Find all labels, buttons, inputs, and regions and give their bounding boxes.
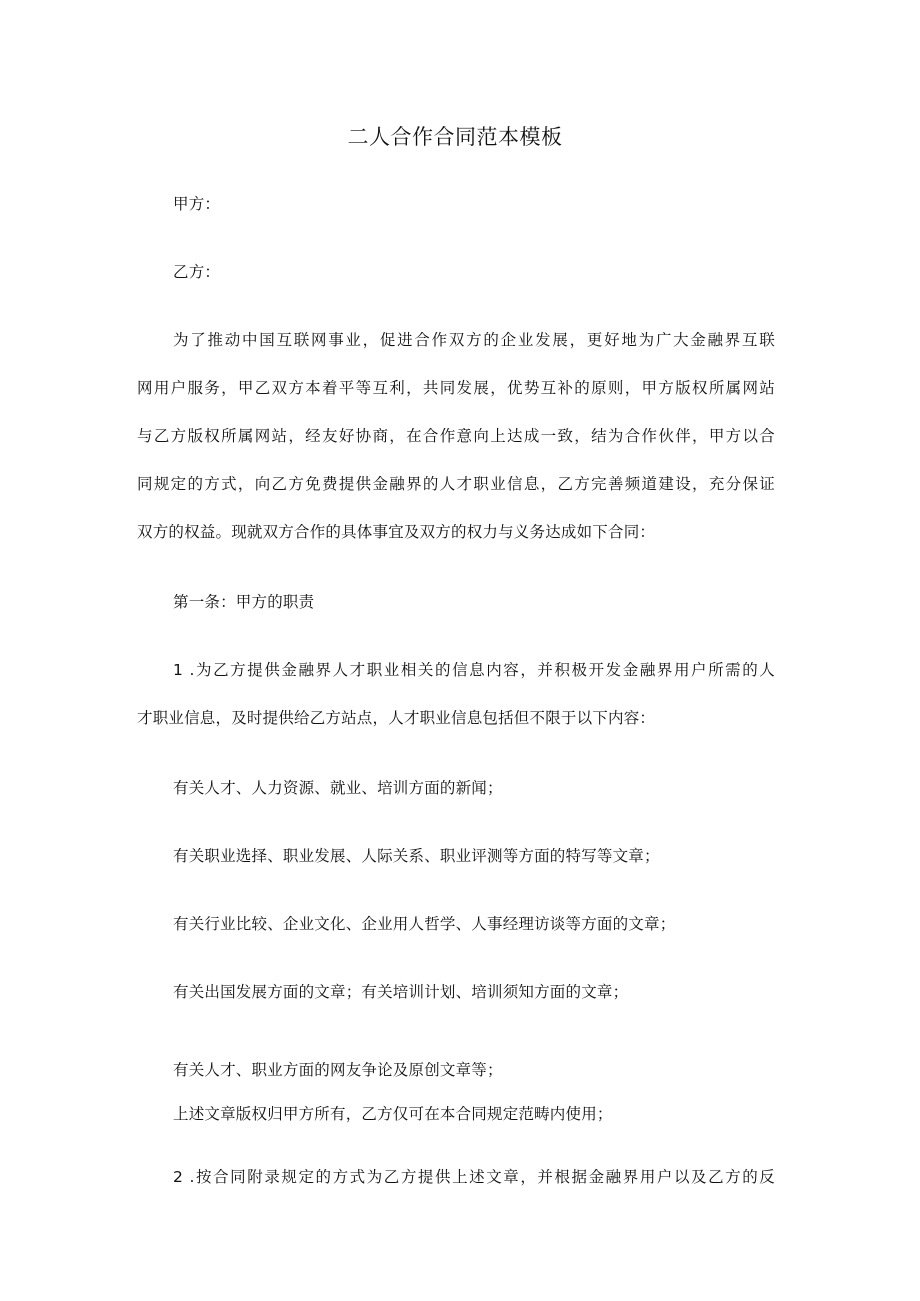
content-list-item: 有关人才、人力资源、就业、培训方面的新闻；: [173, 779, 503, 797]
preamble-line: 网用户服务，甲乙双方本着平等互利，共同发展，优势互补的原则，甲方版权所属网站: [137, 379, 775, 397]
item1-line: 1 .为乙方提供金融界人才职业相关的信息内容，并积极开发金融界用户所需的人: [173, 661, 775, 679]
item1-line: 才职业信息，及时提供给乙方站点，人才职业信息包括但不限于以下内容：: [137, 709, 656, 727]
article1-heading: 第一条：甲方的职责: [173, 593, 315, 611]
preamble-line: 双方的权益。现就双方合作的具体事宜及双方的权力与义务达成如下合同：: [137, 523, 656, 541]
document-title: 二人合作合同范本模板: [347, 125, 563, 149]
item2-line: 2 .按合同附录规定的方式为乙方提供上述文章，并根据金融界用户以及乙方的反: [173, 1168, 775, 1186]
party-b-label: 乙方：: [173, 263, 221, 281]
content-list-item: 有关行业比较、企业文化、企业用人哲学、人事经理访谈等方面的文章；: [173, 915, 676, 933]
preamble-line: 同规定的方式，向乙方免费提供金融界的人才职业信息，乙方完善频道建设，充分保证: [137, 475, 775, 493]
copyright-note: 上述文章版权归甲方所有，乙方仅可在本合同规定范畴内使用；: [173, 1105, 613, 1123]
content-list-item: 有关职业选择、职业发展、人际关系、职业评测等方面的特写等文章；: [173, 847, 660, 865]
content-list-item: 有关出国发展方面的文章；有关培训计划、培训须知方面的文章；: [173, 983, 629, 1001]
content-list-item: 有关人才、职业方面的网友争论及原创文章等；: [173, 1061, 503, 1079]
preamble-line: 与乙方版权所属网站，经友好协商，在合作意向上达成一致，结为合作伙伴，甲方以合: [137, 427, 775, 445]
party-a-label: 甲方：: [173, 195, 221, 213]
preamble-line: 为了推动中国互联网事业，促进合作双方的企业发展，更好地为广大金融界互联: [173, 331, 775, 349]
